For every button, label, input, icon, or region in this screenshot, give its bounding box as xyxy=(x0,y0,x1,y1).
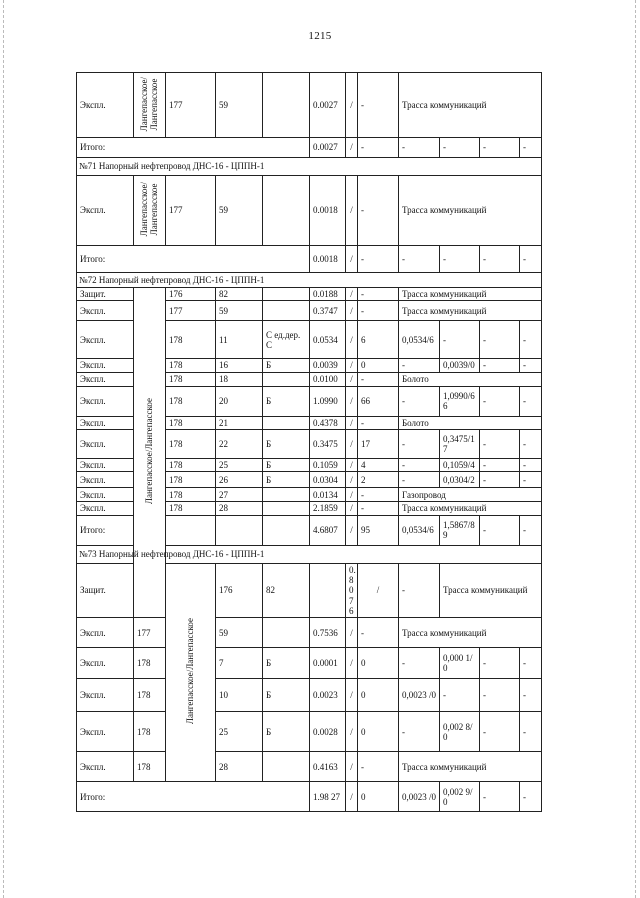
area-cell: 0.0188 xyxy=(310,288,346,301)
vydel-cell: 18 xyxy=(216,372,263,386)
purpose-cell: Трасса коммуникаций xyxy=(399,502,542,515)
category-type-cell xyxy=(263,515,310,545)
separator-cell: / xyxy=(346,301,358,321)
category-cell: Экспл. xyxy=(77,618,134,648)
value-cell: 0,3475/1 7 xyxy=(440,430,480,459)
table-row xyxy=(77,782,542,812)
value-cell: - xyxy=(440,246,480,273)
category-type-cell: Б xyxy=(263,430,310,459)
category-type-cell: С ед.дер. С xyxy=(263,321,310,359)
value-cell: - xyxy=(440,321,480,359)
kvartal-cell: 178 xyxy=(166,359,216,372)
value-cell: - xyxy=(480,459,520,472)
count-cell: - xyxy=(358,618,399,648)
kvartal-cell: 178 xyxy=(134,679,166,712)
forest-plots-table xyxy=(76,72,542,812)
value-cell: - xyxy=(480,321,520,359)
value-cell: - xyxy=(399,712,440,752)
kvartal-cell: 178 xyxy=(166,472,216,488)
purpose-cell: Трасса коммуникаций xyxy=(399,301,542,321)
scan-edge-left xyxy=(3,0,5,898)
value-cell: - xyxy=(480,138,520,158)
kvartal-cell: 178 xyxy=(134,712,166,752)
count-cell: 4 xyxy=(358,459,399,472)
separator-cell: / xyxy=(346,488,358,502)
separator-cell: / xyxy=(358,563,399,618)
category-cell: Экспл. xyxy=(77,176,134,246)
category-cell: Экспл. xyxy=(77,648,134,679)
area-cell: 0.4378 xyxy=(310,416,346,429)
separator-cell: / xyxy=(346,372,358,386)
category-type-cell xyxy=(263,752,310,782)
area-cell: 0.0018 xyxy=(310,246,346,273)
count-cell: 17 xyxy=(358,430,399,459)
count-cell: 66 xyxy=(358,386,399,416)
value-cell: - xyxy=(520,386,542,416)
vydel-cell: 82 xyxy=(263,563,310,618)
category-type-cell xyxy=(263,416,310,429)
kvartal-cell: 177 xyxy=(134,618,166,648)
separator-cell: / xyxy=(346,359,358,372)
kvartal-cell: 178 xyxy=(134,752,166,782)
area-cell: 0.1059 xyxy=(310,459,346,472)
area-cell: 4.6807 xyxy=(310,515,346,545)
purpose-cell: Газопровод xyxy=(399,488,542,502)
category-cell: Экспл. xyxy=(77,301,134,321)
value-cell: 0,0023 /0 xyxy=(399,782,440,812)
area-cell: 0.0100 xyxy=(310,372,346,386)
vydel-cell: 25 xyxy=(216,459,263,472)
value-cell: 0,0023 /0 xyxy=(399,679,440,712)
area-cell: 2.1859 xyxy=(310,502,346,515)
kvartal-cell xyxy=(166,515,216,545)
separator-cell: / xyxy=(346,502,358,515)
category-cell: Экспл. xyxy=(77,430,134,459)
value-cell: - xyxy=(399,459,440,472)
category-cell: Экспл. xyxy=(77,416,134,429)
value-cell: - xyxy=(399,138,440,158)
category-cell: Экспл. xyxy=(77,359,134,372)
category-type-cell xyxy=(263,288,310,301)
area-cell: 0.4163 xyxy=(310,752,346,782)
category-cell: Экспл. xyxy=(77,321,134,359)
district-cell xyxy=(134,176,166,246)
vydel-cell xyxy=(216,515,263,545)
purpose-cell: Болото xyxy=(399,416,542,429)
value-cell: 0,000 1/0 xyxy=(440,648,480,679)
value-cell: - xyxy=(399,359,440,372)
value-cell: - xyxy=(440,679,480,712)
purpose-cell: Трасса коммуникаций xyxy=(399,288,542,301)
vydel-cell: 59 xyxy=(216,73,263,138)
section-title: №73 Напорный нефтепровод ДНС-16 - ЦППН-1 xyxy=(77,545,542,563)
table-row xyxy=(77,618,542,648)
category-cell: Защит. xyxy=(77,288,134,301)
count-cell: 95 xyxy=(358,515,399,545)
count-cell: 0 xyxy=(358,359,399,372)
total-label: Итого: xyxy=(77,138,310,158)
total-label: Итого: xyxy=(77,782,310,812)
kvartal-cell: 176 xyxy=(216,563,263,618)
table-row xyxy=(77,246,542,273)
count-cell: - xyxy=(358,488,399,502)
separator-cell: / xyxy=(346,648,358,679)
vydel-cell: 20 xyxy=(216,386,263,416)
area-cell: 0.0134 xyxy=(310,488,346,502)
value-cell: - xyxy=(480,712,520,752)
category-type-cell: Б xyxy=(263,472,310,488)
vydel-cell: 16 xyxy=(216,359,263,372)
value-cell: - xyxy=(480,782,520,812)
category-cell: Экспл. xyxy=(77,752,134,782)
count-cell: 2 xyxy=(358,472,399,488)
category-type-cell xyxy=(263,618,310,648)
district-label: Лангепасское/Лангепасское xyxy=(143,398,154,505)
vydel-cell: 26 xyxy=(216,472,263,488)
area-cell: 0.0304 xyxy=(310,472,346,488)
value-cell: - xyxy=(520,648,542,679)
value-cell: - xyxy=(480,246,520,273)
count-cell: - xyxy=(358,301,399,321)
category-type-cell xyxy=(263,176,310,246)
kvartal-cell: 178 xyxy=(166,430,216,459)
kvartal-cell: 177 xyxy=(166,301,216,321)
count-cell: 0 xyxy=(358,679,399,712)
vydel-cell: 28 xyxy=(216,752,263,782)
area-cell: 0.0001 xyxy=(310,648,346,679)
vydel-cell: 21 xyxy=(216,416,263,429)
area-cell: 0.0028 xyxy=(310,712,346,752)
purpose-cell: Трасса коммуникаций xyxy=(440,563,542,618)
separator-cell: / xyxy=(346,515,358,545)
vydel-cell: 25 xyxy=(216,712,263,752)
area-cell: 0.7536 xyxy=(310,618,346,648)
value-cell: 0,0534/6 xyxy=(399,321,440,359)
category-cell: Экспл. xyxy=(77,472,134,488)
separator-cell: / xyxy=(346,679,358,712)
value-cell: - xyxy=(520,359,542,372)
category-type-cell: Б xyxy=(263,648,310,679)
separator-cell: / xyxy=(346,472,358,488)
value-cell: 0,002 9/0 xyxy=(440,782,480,812)
vydel-cell: 27 xyxy=(216,488,263,502)
kvartal-cell: 178 xyxy=(166,386,216,416)
value-cell: - xyxy=(399,472,440,488)
category-cell: Экспл. xyxy=(77,73,134,138)
value-cell: - xyxy=(399,648,440,679)
value-cell: 0,002 8/0 xyxy=(440,712,480,752)
value-cell: - xyxy=(520,321,542,359)
vydel-cell: 11 xyxy=(216,321,263,359)
separator-cell: / xyxy=(346,246,358,273)
area-cell: 0.0027 xyxy=(310,138,346,158)
count-cell: - xyxy=(358,138,399,158)
area-cell: 0.8076 xyxy=(346,563,358,618)
kvartal-cell: 178 xyxy=(166,488,216,502)
area-cell: 0.0027 xyxy=(310,73,346,138)
kvartal-cell: 177 xyxy=(166,176,216,246)
area-cell: 1.98 27 xyxy=(310,782,346,812)
table-row xyxy=(77,648,542,679)
category-type-cell: Б xyxy=(263,459,310,472)
table-row xyxy=(77,176,542,246)
table-row xyxy=(77,545,542,563)
value-cell: - xyxy=(520,138,542,158)
value-cell: - xyxy=(399,430,440,459)
count-cell: 0 xyxy=(358,712,399,752)
page-number: 1215 xyxy=(308,30,332,42)
kvartal-cell: 178 xyxy=(166,372,216,386)
table-row xyxy=(77,273,542,288)
section-title: №72 Напорный нефтепровод ДНС-16 - ЦППН-1 xyxy=(77,273,542,288)
category-type-cell xyxy=(263,372,310,386)
count-cell: - xyxy=(358,288,399,301)
total-label: Итого: xyxy=(77,246,310,273)
category-type-cell xyxy=(263,73,310,138)
area-cell: 0.3475 xyxy=(310,430,346,459)
category-type-cell: Б xyxy=(263,679,310,712)
value-cell: 1,5867/8 9 xyxy=(440,515,480,545)
category-cell: Экспл. xyxy=(77,488,134,502)
count-cell: 0 xyxy=(358,648,399,679)
purpose-cell: Трасса коммуникаций xyxy=(399,618,542,648)
category-type-cell: Б xyxy=(263,359,310,372)
purpose-cell: Трасса коммуникаций xyxy=(399,176,542,246)
table-row xyxy=(77,138,542,158)
separator-cell: / xyxy=(346,416,358,429)
category-cell: Экспл. xyxy=(77,502,134,515)
count-cell: - xyxy=(358,752,399,782)
separator-cell: / xyxy=(346,73,358,138)
separator-cell: / xyxy=(346,618,358,648)
category-cell: Экспл. xyxy=(77,386,134,416)
vydel-cell: 7 xyxy=(216,648,263,679)
separator-cell: / xyxy=(346,288,358,301)
category-cell: Экспл. xyxy=(77,712,134,752)
area-cell: 0.0018 xyxy=(310,176,346,246)
kvartal-cell: 177 xyxy=(166,73,216,138)
separator-cell: / xyxy=(346,176,358,246)
vydel-cell: 22 xyxy=(216,430,263,459)
kvartal-cell: 178 xyxy=(134,648,166,679)
table-row xyxy=(77,752,542,782)
value-cell: - xyxy=(480,386,520,416)
separator-cell: / xyxy=(346,712,358,752)
vydel-cell: 10 xyxy=(216,679,263,712)
vydel-cell: 59 xyxy=(216,301,263,321)
category-type-cell: Б xyxy=(263,386,310,416)
value-cell: - xyxy=(480,359,520,372)
kvartal-cell: 178 xyxy=(166,459,216,472)
count-cell: - xyxy=(358,502,399,515)
category-type-cell xyxy=(310,563,346,618)
district-cell xyxy=(134,73,166,138)
table-row xyxy=(77,288,542,301)
area-cell: 0.0039 xyxy=(310,359,346,372)
category-type-cell xyxy=(263,502,310,515)
category-type-cell: Б xyxy=(263,712,310,752)
value-cell: - xyxy=(520,246,542,273)
value-cell: - xyxy=(480,679,520,712)
district-label: Лангепасское/ Лангепасское xyxy=(138,182,159,237)
district-cell xyxy=(166,563,216,782)
count-cell: - xyxy=(358,176,399,246)
value-cell: - xyxy=(520,782,542,812)
separator-cell: / xyxy=(346,138,358,158)
area-cell: 0.3747 xyxy=(310,301,346,321)
count-cell: - xyxy=(358,372,399,386)
count-cell: 6 xyxy=(358,321,399,359)
category-cell: Экспл. xyxy=(77,679,134,712)
value-cell: - xyxy=(440,138,480,158)
value-cell: - xyxy=(520,430,542,459)
value-cell: - xyxy=(480,648,520,679)
district-label: Лангепасское/ Лангепасское xyxy=(138,76,159,131)
section-title: №71 Напорный нефтепровод ДНС-16 - ЦППН-1 xyxy=(77,158,542,176)
value-cell: - xyxy=(520,515,542,545)
value-cell: - xyxy=(520,712,542,752)
value-cell: - xyxy=(520,679,542,712)
value-cell: 1,0990/6 6 xyxy=(440,386,480,416)
table-row xyxy=(77,712,542,752)
count-cell: - xyxy=(358,416,399,429)
vydel-cell: 82 xyxy=(216,288,263,301)
category-cell: Экспл. xyxy=(77,459,134,472)
separator-cell: / xyxy=(346,386,358,416)
category-cell: Экспл. xyxy=(77,372,134,386)
area-cell: 0.0534 xyxy=(310,321,346,359)
category-cell: Итого: xyxy=(77,515,134,545)
separator-cell: / xyxy=(346,782,358,812)
separator-cell: / xyxy=(346,459,358,472)
value-cell: - xyxy=(480,515,520,545)
count-cell: - xyxy=(358,73,399,138)
area-cell: 0.0023 xyxy=(310,679,346,712)
separator-cell: / xyxy=(346,321,358,359)
value-cell: - xyxy=(480,430,520,459)
district-cell xyxy=(134,288,166,618)
value-cell: 0,0039/0 xyxy=(440,359,480,372)
category-type-cell xyxy=(263,488,310,502)
value-cell: 0,0534/6 xyxy=(399,515,440,545)
value-cell: - xyxy=(520,472,542,488)
purpose-cell: Болото xyxy=(399,372,542,386)
purpose-cell: Трасса коммуникаций xyxy=(399,73,542,138)
kvartal-cell: 178 xyxy=(166,416,216,429)
district-label: Лангепасское/Лангепасское xyxy=(184,618,195,725)
scan-edge-right xyxy=(635,0,637,898)
count-cell: 0 xyxy=(358,782,399,812)
table-row xyxy=(77,73,542,138)
table-row xyxy=(77,158,542,176)
value-cell: - xyxy=(399,386,440,416)
table-row xyxy=(77,679,542,712)
purpose-cell: Трасса коммуникаций xyxy=(399,752,542,782)
separator-cell: / xyxy=(346,752,358,782)
value-cell: 0,1059/4 xyxy=(440,459,480,472)
count-cell: - xyxy=(358,246,399,273)
category-type-cell xyxy=(263,301,310,321)
separator-cell: / xyxy=(346,430,358,459)
vydel-cell: 59 xyxy=(216,176,263,246)
area-cell: 1.0990 xyxy=(310,386,346,416)
value-cell: 0,0304/2 xyxy=(440,472,480,488)
value-cell: - xyxy=(480,472,520,488)
count-cell: - xyxy=(399,563,440,618)
vydel-cell: 28 xyxy=(216,502,263,515)
category-cell: Защит. xyxy=(77,563,134,618)
kvartal-cell: 176 xyxy=(166,288,216,301)
value-cell: - xyxy=(399,246,440,273)
kvartal-cell: 178 xyxy=(166,321,216,359)
kvartal-cell: 178 xyxy=(166,502,216,515)
vydel-cell: 59 xyxy=(216,618,263,648)
value-cell: - xyxy=(520,459,542,472)
